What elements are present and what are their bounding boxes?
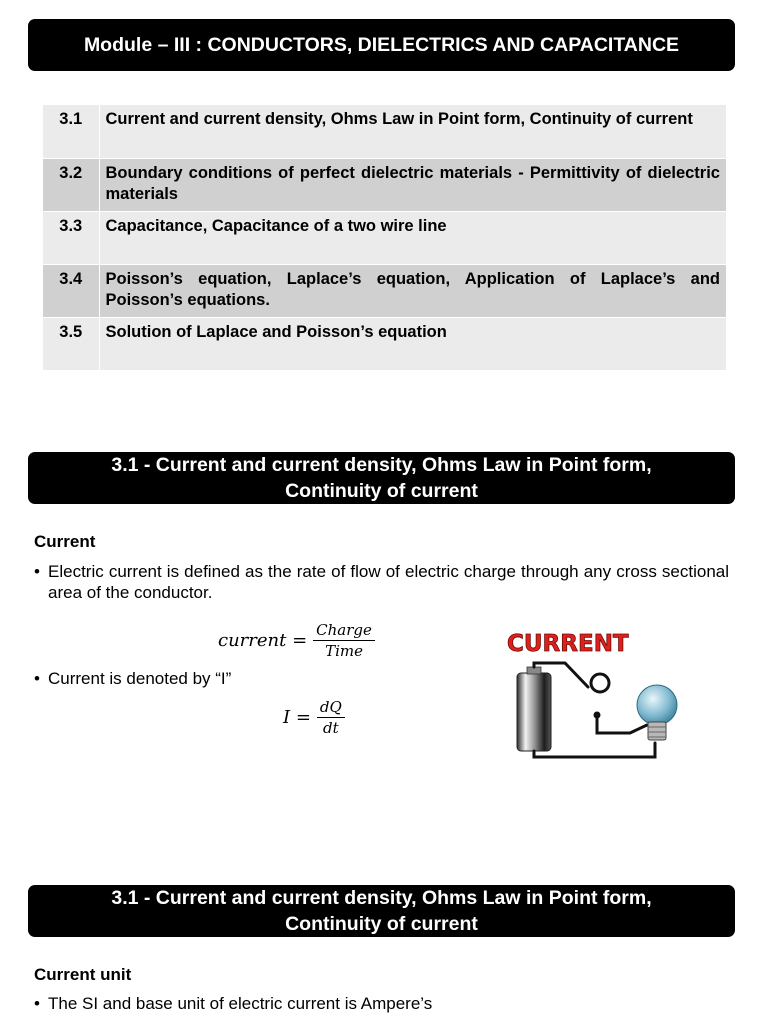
fraction-denominator: Time <box>325 642 363 660</box>
fraction-denominator: dt <box>323 719 339 737</box>
section-banner <box>28 885 735 937</box>
equation-lhs: current = <box>218 630 308 651</box>
toc-number: 3.1 <box>43 105 99 158</box>
toc-topic: Poisson’s equation, Laplace’s equation, Application of Laplace’s and Poisson’s equations. <box>99 264 726 317</box>
section-heading: Current unit <box>34 965 132 984</box>
bullet-point <box>34 993 729 1014</box>
bullet-text: Current is denoted by “I” <box>48 669 232 688</box>
section-banner-line: 3.1 - Current and current density, Ohms Law in Point form, <box>111 454 652 476</box>
equation-fraction <box>317 698 345 737</box>
toc-row <box>43 211 726 264</box>
toc-topic: Capacitance, Capacitance of a two wire line <box>99 211 726 264</box>
bullet-text: Electric current is defined as the rate of flow of electric charge through any cross sectional area of the conductor. <box>48 562 729 602</box>
toc-topic: Solution of Laplace and Poisson’s equation <box>99 317 726 370</box>
toc-row <box>43 158 726 211</box>
bullet-point <box>34 668 454 689</box>
current-derivative-equation <box>283 698 345 737</box>
toc-row <box>43 317 726 370</box>
fraction-numerator: Charge <box>313 621 375 641</box>
toc-row <box>43 264 726 317</box>
bullet-icon: • <box>34 669 40 688</box>
equation-lhs: I = <box>283 707 311 728</box>
toc-number: 3.2 <box>43 158 99 211</box>
switch-icon <box>591 674 609 692</box>
section-banner-line: Continuity of current <box>285 913 478 935</box>
lightbulb-icon <box>637 685 677 740</box>
toc-topic: Boundary conditions of perfect dielectric materials - Permittivity of dielectric materials <box>99 158 726 211</box>
battery-icon <box>517 667 551 751</box>
toc-number: 3.4 <box>43 264 99 317</box>
equation-fraction <box>313 621 375 660</box>
toc-topic: Current and current density, Ohms Law in Point form, Continuity of current <box>105 110 693 128</box>
toc-number: 3.5 <box>43 317 99 370</box>
current-circuit-illustration <box>505 625 695 765</box>
toc-number: 3.3 <box>43 211 99 264</box>
section-banner-line: 3.1 - Current and current density, Ohms Law in Point form, <box>111 887 652 909</box>
current-logo-text: CURRENT <box>507 631 629 657</box>
module-contents-table <box>43 105 726 370</box>
bullet-icon: • <box>34 562 40 581</box>
module-title-banner: Module – III : CONDUCTORS, DIELECTRICS AND CAPACITANCE <box>28 19 735 71</box>
current-equation <box>218 621 375 660</box>
section-heading: Current <box>34 532 96 551</box>
bullet-text: The SI and base unit of electric current is Ampere’s <box>48 994 433 1013</box>
section-banner-line: Continuity of current <box>285 480 478 502</box>
bullet-icon: • <box>34 994 40 1013</box>
section-banner <box>28 452 735 504</box>
fraction-numerator: dQ <box>317 698 345 718</box>
bullet-point <box>34 561 729 603</box>
toc-row <box>43 105 726 158</box>
